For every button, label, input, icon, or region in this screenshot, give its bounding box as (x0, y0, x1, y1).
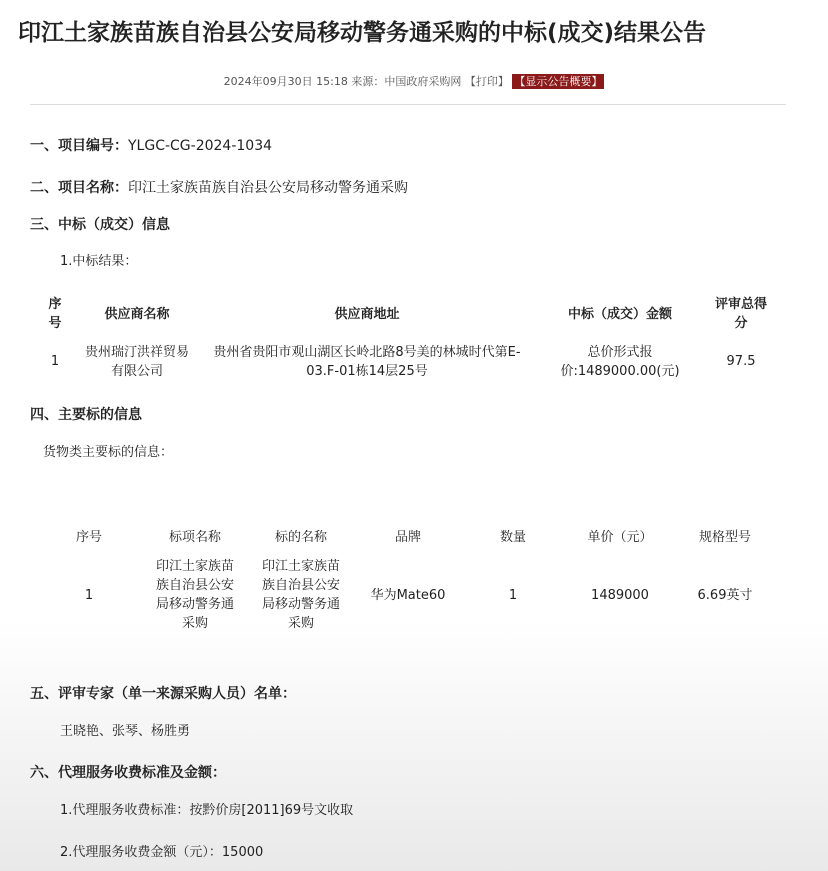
show-summary-button[interactable]: 【显示公告概要】 (514, 75, 603, 88)
table-cell: 华为Mate60 (370, 588, 446, 603)
table-header: 供应商地址 (334, 307, 400, 322)
table-cell: 1 (508, 588, 518, 603)
table-header: 序 号 (48, 297, 62, 331)
table-header: 序号 (75, 530, 103, 545)
section-experts: 五、评审专家（单一来源采购人员）名单： (30, 686, 296, 702)
table-header: 供应商名称 (104, 307, 170, 322)
section-award-info: 三、中标（成交）信息 (30, 217, 170, 233)
page-title: 印江土家族苗族自治县公安局移动警务通采购的中标(成交)结果公告 (18, 20, 707, 46)
fee-amount: 2.代理服务收费金额（元）：15000 (60, 845, 264, 860)
section-agency-fee: 六、代理服务收费标准及金额： (30, 765, 226, 781)
table-header: 标的名称 (274, 530, 328, 545)
source-label: 来源： (351, 75, 385, 88)
print-link[interactable]: 【打印】 (464, 75, 509, 88)
table-header: 标项名称 (168, 530, 222, 545)
table-cell: 印江土家族苗 族自治县公安 局移动警务通 采购 (261, 559, 341, 631)
award-result-label: 1.中标结果： (60, 254, 138, 269)
project-number: 一、项目编号：YLGC-CG-2024-1034 (30, 138, 273, 154)
table-header: 单价（元） (587, 530, 653, 545)
table-cell: 总价形式报 价:1489000.00(元) (560, 345, 680, 379)
meta-line (0, 73, 828, 89)
table-header: 品牌 (394, 530, 422, 545)
fee-standard: 1.代理服务收费标准：按黔价房[2011]69号文收取 (60, 803, 354, 818)
table-cell: 1 (50, 354, 60, 369)
table-cell: 1 (84, 588, 94, 603)
divider (30, 104, 786, 105)
experts-list: 王晓艳、张琴、杨胜勇 (60, 724, 191, 739)
table-cell: 贵州瑞汀洪祥贸易 有限公司 (84, 345, 190, 379)
table-cell: 印江土家族苗 族自治县公安 局移动警务通 采购 (155, 559, 235, 631)
table-cell: 1489000 (591, 588, 649, 603)
table-cell: 贵州省贵阳市观山湖区长岭北路8号美的林城时代第E- 03.F-01栋14层25号 (213, 345, 521, 379)
table-header: 中标（成交）金额 (567, 307, 673, 322)
table-header: 评审总得 分 (714, 297, 768, 331)
project-name: 二、项目名称：印江土家族苗族自治县公安局移动警务通采购 (30, 180, 408, 196)
section-main-items: 四、主要标的信息 (30, 407, 142, 423)
goods-info-label: 货物类主要标的信息： (43, 445, 174, 460)
publish-date: 2024年09月30日 15:18 (223, 75, 348, 88)
table-cell: 97.5 (726, 354, 756, 369)
table-header: 规格型号 (698, 530, 752, 545)
source: 中国政府采购网 (384, 75, 462, 88)
table-cell: 6.69英寸 (697, 588, 753, 603)
table-header: 数量 (499, 530, 527, 545)
